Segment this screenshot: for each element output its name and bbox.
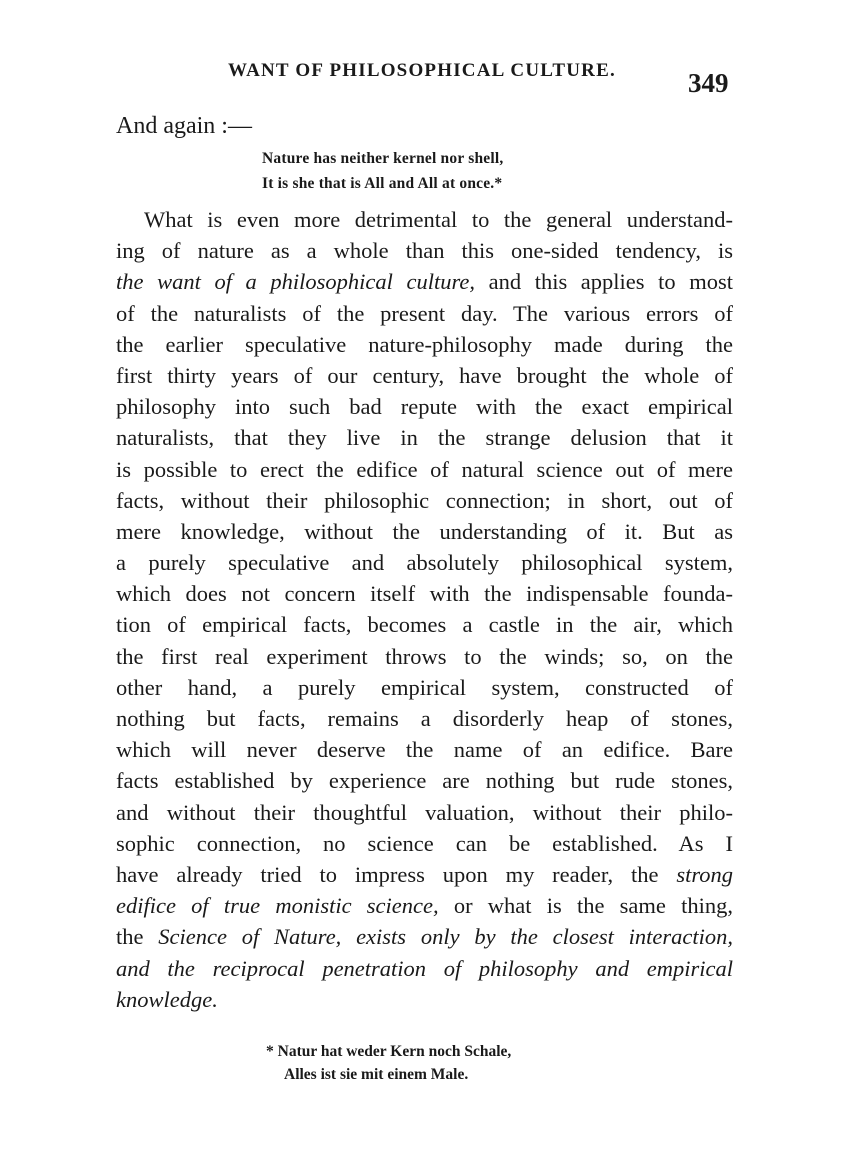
running-head: WANT OF PHILOSOPHICAL CULTURE. xyxy=(228,60,616,81)
text-fragment: or what is the same thing, xyxy=(438,893,733,919)
text-line: facts, without their philosophic connection; in short, out of xyxy=(116,487,733,513)
text-line: is possible to erect the edifice of natural science out of mere xyxy=(116,456,733,482)
italic-phrase: strong xyxy=(676,861,733,887)
verse-line-2: It is she that is All and All at once.* xyxy=(262,175,503,192)
text-line: of the naturalists of the present day. The various errors of xyxy=(116,300,733,326)
italic-phrase: Science of Nature, exists only by the closest interaction, xyxy=(158,924,733,950)
text-line: the first real experiment throws to the winds; so, on the xyxy=(116,643,733,669)
text-fragment: the xyxy=(116,924,159,950)
text-line: naturalists, that they live in the strange delusion that it xyxy=(116,425,733,451)
text-line xyxy=(116,953,733,984)
text-line: which does not concern itself with the indispensable founda- xyxy=(116,581,733,607)
text-line: What is even more detrimental to the general understand- xyxy=(144,207,733,232)
italic-phrase: knowledge. xyxy=(116,986,218,1012)
intro-line: And again :— xyxy=(116,113,252,139)
page-number: 349 xyxy=(688,68,729,98)
text-line: facts established by experience are nothing but rude stones, xyxy=(116,768,733,794)
text-line: nothing but facts, remains a disorderly heap of stones, xyxy=(116,706,733,731)
text-line xyxy=(116,859,733,890)
text-line: first thirty years of our century, have brought the whole of xyxy=(116,362,733,388)
italic-phrase: edifice of true monistic science, xyxy=(116,893,439,919)
italic-phrase: the want of a philosophical culture, xyxy=(116,269,476,295)
text-line: philosophy into such bad repute with the exact empirical xyxy=(116,394,733,420)
text-line xyxy=(116,921,733,952)
text-line: the earlier speculative nature-philosophy made during the xyxy=(116,331,733,357)
text-line: ing of nature as a whole than this one-sided tendency, is xyxy=(116,238,733,264)
footnote-line-1: * Natur hat weder Kern noch Schale, xyxy=(266,1043,512,1060)
text-line: mere knowledge, without the understanding of it. But as xyxy=(116,518,733,544)
text-line: other hand, a purely empirical system, constructed of xyxy=(116,674,733,700)
text-line: which will never deserve the name of an edifice. Bare xyxy=(116,737,733,763)
text-line xyxy=(116,266,733,297)
text-fragment: and this applies to most xyxy=(475,269,733,295)
text-line: a purely speculative and absolutely philosophical system, xyxy=(116,550,733,576)
verse-line-1: Nature has neither kernel nor shell, xyxy=(262,150,504,167)
text-line: and without their thoughtful valuation, without their philo- xyxy=(116,799,733,825)
text-line xyxy=(116,890,733,921)
body-paragraph xyxy=(116,204,733,1015)
text-line xyxy=(116,984,733,1015)
text-line: sophic connection, no science can be established. As I xyxy=(116,830,733,856)
footnote-line-2: Alles ist sie mit einem Male. xyxy=(284,1066,469,1083)
text-line: tion of empirical facts, becomes a castle in the air, which xyxy=(116,612,733,638)
text-fragment: have already tried to impress upon my reader, the xyxy=(116,861,677,887)
italic-phrase: and the reciprocal penetration of philosophy and empirical xyxy=(116,955,733,981)
